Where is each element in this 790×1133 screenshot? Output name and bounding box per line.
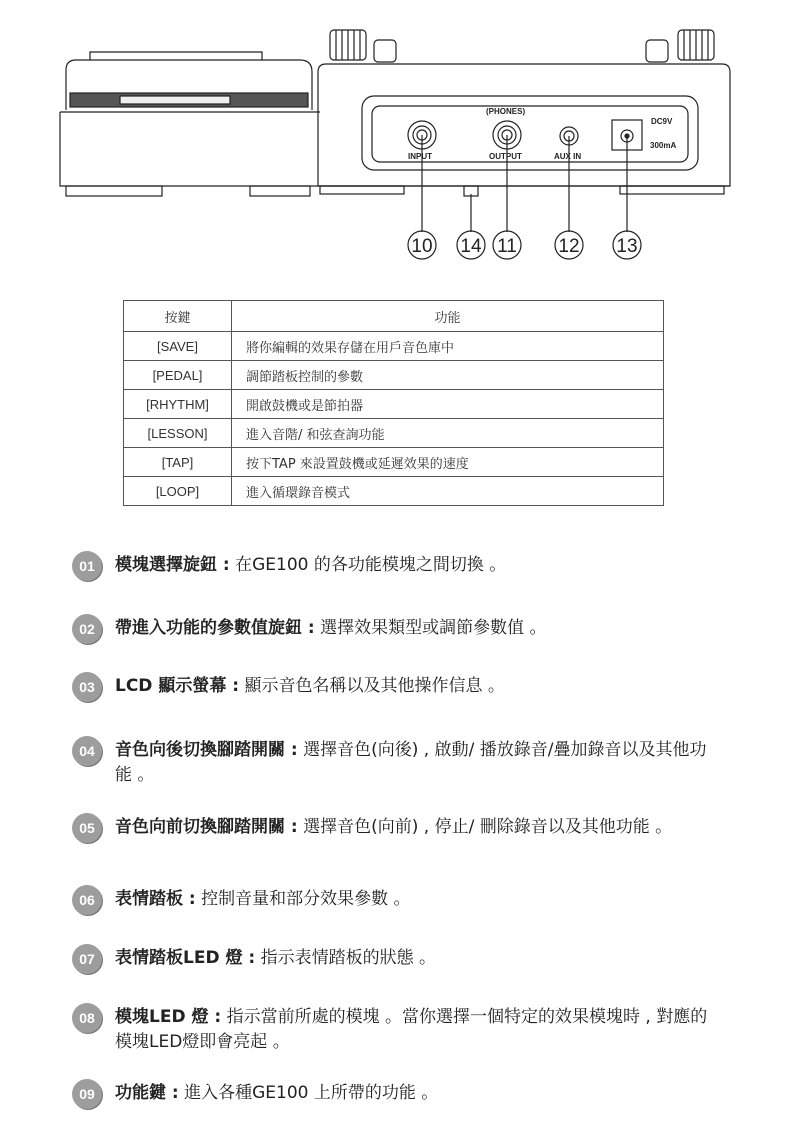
callout-13: 13: [616, 236, 638, 257]
item-text: [115, 553, 715, 578]
function-cell: 調節踏板控制的參數: [232, 361, 664, 390]
item-text: [115, 616, 715, 641]
callout-14: 14: [460, 236, 482, 257]
table-row: [124, 419, 664, 448]
item-title: LCD 顯示螢幕 :: [115, 676, 240, 696]
item-title: 音色向前切換腳踏開關 :: [115, 817, 298, 837]
callout-12: 12: [558, 236, 580, 257]
dc-input-label: DC9V: [651, 117, 673, 126]
item-description: 選擇音色(向後) , 啟動/ 播放錄音/疊加錄音以及其他功能 。: [115, 740, 707, 785]
current-rating-label: 300mA: [650, 141, 677, 150]
item-number-badge: 01: [72, 551, 102, 581]
function-cell: 進入循環錄音模式: [232, 477, 664, 506]
item-text: [115, 674, 715, 699]
item-title: 音色向後切換腳踏開關 :: [115, 740, 298, 760]
item-number-badge: 03: [72, 672, 102, 702]
output-jack-label: OUTPUT: [489, 152, 522, 161]
callout-10: 10: [411, 236, 433, 257]
item-text: [115, 815, 715, 840]
item-title: 表情踏板LED 燈 :: [115, 948, 256, 968]
key-cell: [LOOP]: [124, 477, 232, 506]
key-cell: [PEDAL]: [124, 361, 232, 390]
table-row: [124, 361, 664, 390]
item-title: 功能鍵 :: [115, 1083, 179, 1103]
item-description: 在GE100 的各功能模塊之間切換 。: [229, 555, 507, 575]
function-cell: 進入音階/ 和弦查詢功能: [232, 419, 664, 448]
table-header-row: [124, 301, 664, 332]
item-title: 模塊LED 燈 :: [115, 1007, 222, 1027]
item-text: [115, 1081, 715, 1106]
item-text: [115, 738, 715, 788]
item-number-badge: 05: [72, 813, 102, 843]
item-title: 帶進入功能的參數值旋鈕 :: [115, 618, 315, 638]
function-key-table: [123, 300, 664, 506]
item-title: 模塊選擇旋鈕 :: [115, 555, 230, 575]
item-number-badge: 09: [72, 1079, 102, 1109]
table-row: [124, 332, 664, 361]
function-cell: 將你編輯的效果存儲在用戶音色庫中: [232, 332, 664, 361]
key-cell: [TAP]: [124, 448, 232, 477]
key-cell: [SAVE]: [124, 332, 232, 361]
item-description: 進入各種GE100 上所帶的功能 。: [178, 1083, 439, 1103]
table-header-function: 功能: [232, 301, 664, 332]
device-rear-panel-diagram: [0, 0, 790, 290]
item-number-badge: 08: [72, 1003, 102, 1033]
item-number-badge: 04: [72, 736, 102, 766]
key-cell: [RHYTHM]: [124, 390, 232, 419]
table-row: [124, 448, 664, 477]
item-description: 控制音量和部分效果參數 。: [195, 889, 411, 909]
item-description: 指示當前所處的模塊 。當你選擇一個特定的效果模塊時 , 對應的模塊LED燈即會亮起 。: [115, 1007, 708, 1052]
aux-in-jack-label: AUX IN: [554, 152, 582, 161]
item-description: 選擇音色(向前) , 停止/ 刪除錄音以及其他功能 。: [297, 817, 673, 837]
item-text: [115, 1005, 715, 1055]
item-number-badge: 06: [72, 885, 102, 915]
phones-label: (PHONES): [486, 107, 526, 116]
function-cell: 按下TAP 來設置鼓機或延遲效果的速度: [232, 448, 664, 477]
table-row: [124, 390, 664, 419]
item-text: [115, 946, 715, 971]
item-title: 表情踏板 :: [115, 889, 196, 909]
table-row: [124, 477, 664, 506]
item-number-badge: 02: [72, 614, 102, 644]
function-cell: 開啟鼓機或是節拍器: [232, 390, 664, 419]
key-cell: [LESSON]: [124, 419, 232, 448]
input-jack-label: INPUT: [408, 152, 432, 161]
table-header-key: 按鍵: [124, 301, 232, 332]
item-description: 顯示音色名稱以及其他操作信息 。: [239, 676, 505, 696]
item-description: 指示表情踏板的狀態 。: [255, 948, 437, 968]
expression-pedal-illustration: [60, 52, 320, 196]
item-text: [115, 887, 715, 912]
item-description: 選擇效果類型或調節參數值 。: [314, 618, 547, 638]
item-number-badge: 07: [72, 944, 102, 974]
callout-11: 11: [497, 236, 517, 257]
